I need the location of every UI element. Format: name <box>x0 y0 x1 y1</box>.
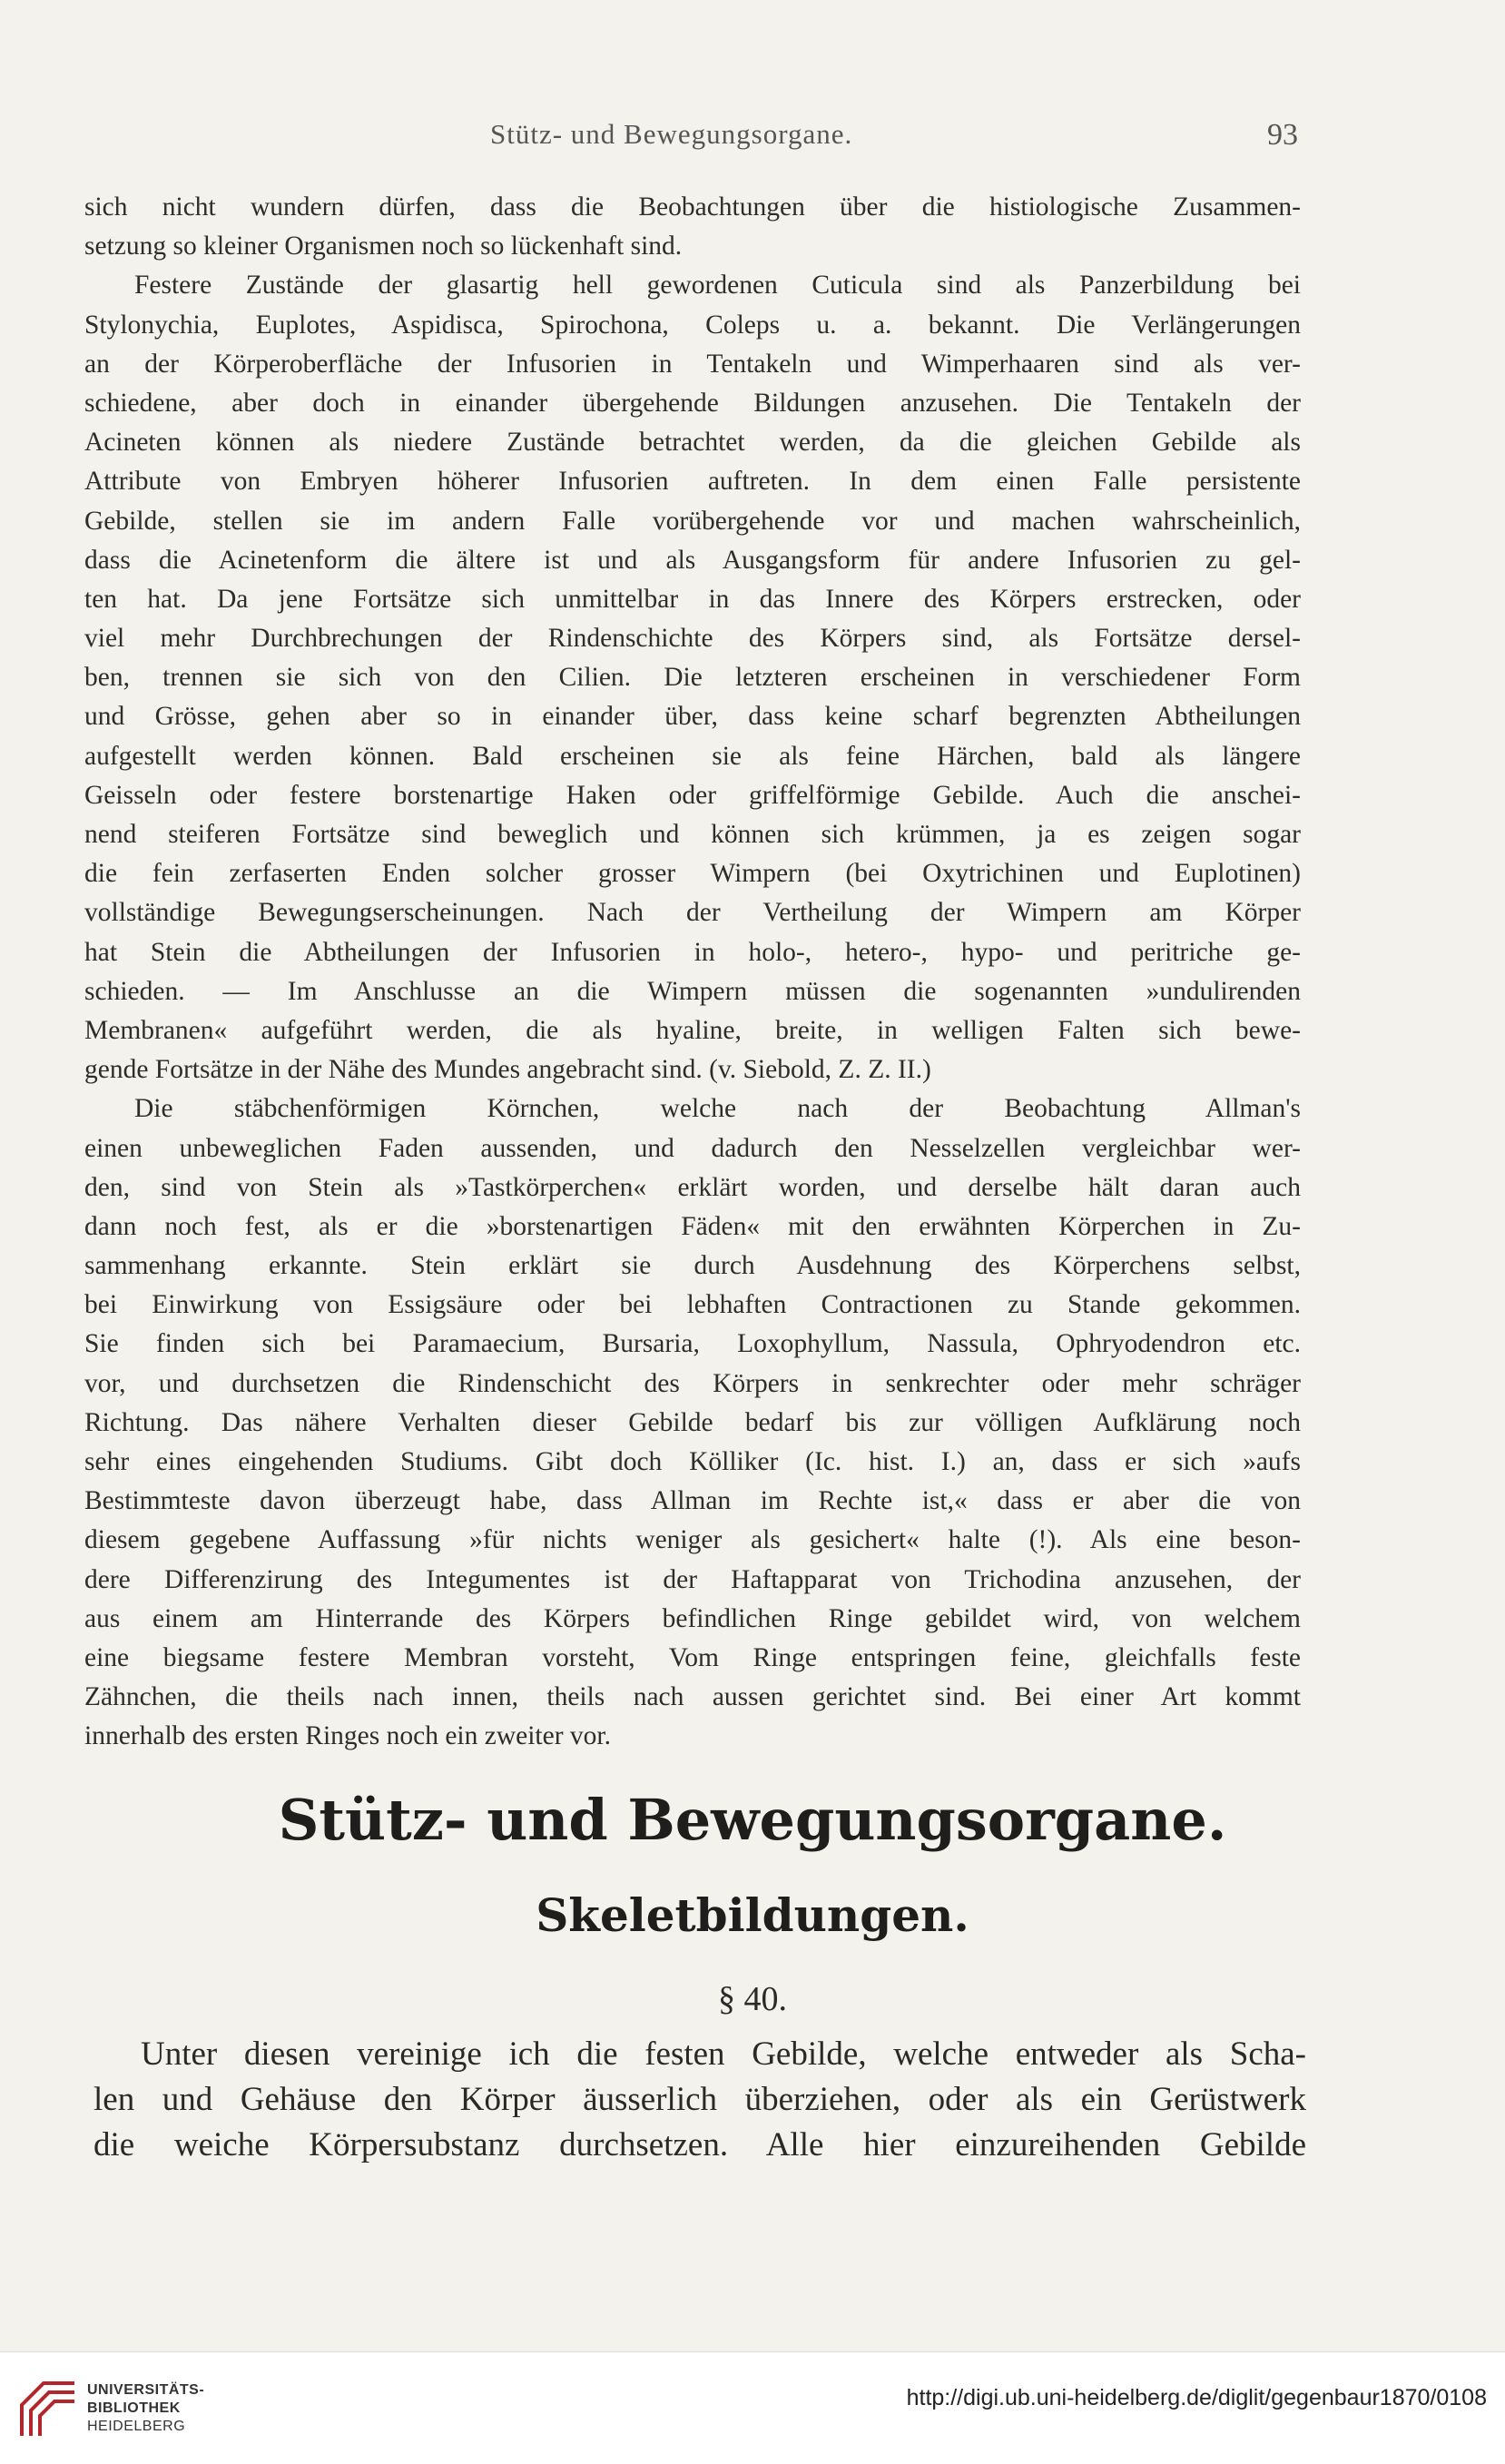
body-line: Zähnchen, die theils nach innen, theils nach aussen gerichtet sind. Bei einer Art kommt <box>84 1682 1301 1712</box>
body-line: dass die Acinetenform die ältere ist und als Ausgangsform für andere Infusorien zu gel- <box>84 545 1301 575</box>
body-line: Festere Zustände der glasartig hell gewordenen Cuticula sind als Panzerbildung bei <box>134 271 1301 301</box>
body-line: schiedene, aber doch in einander übergehende Bildungen anzusehen. Die Tentakeln der <box>84 388 1301 418</box>
body-line: setzung so kleiner Organismen noch so lückenhaft sind. <box>84 232 683 261</box>
body-line: bei Einwirkung von Essigsäure oder bei lebhaften Contractionen zu Stande gekommen. <box>84 1290 1301 1320</box>
body-line: sehr eines eingehenden Studiums. Gibt doch Kölliker (Ic. hist. I.) an, dass er sich »aufs <box>84 1447 1301 1476</box>
library-name-line3: HEIDELBERG <box>87 2419 186 2434</box>
body-line: Die stäbchenförmigen Körnchen, welche nach der Beobachtung Allman's <box>134 1094 1301 1124</box>
body-line: sammenhang erkannte. Stein erklärt sie durch Ausdehnung des Körperchens selbst, <box>84 1251 1301 1281</box>
section-title: Stütz- und Bewegungsorgane. <box>278 1787 1227 1853</box>
body-line: sich nicht wundern dürfen, dass die Beobachtungen über die histiologische Zusammen- <box>84 192 1301 222</box>
library-name-line2: BIBLIOTHEK <box>87 2400 181 2416</box>
body-text <box>84 188 1301 1757</box>
body-line: einen unbeweglichen Faden aussenden, und dadurch den Nesselzellen vergleichbar wer- <box>84 1133 1301 1163</box>
body-line: viel mehr Durchbrechungen der Rindenschichte des Körpers sind, als Fortsätze dersel- <box>84 624 1301 654</box>
body-line: an der Körperoberfläche der Infusorien in Tentakeln und Wimperhaaren sind als ver- <box>84 349 1301 379</box>
section-subtitle: Skeletbildungen. <box>536 1888 969 1942</box>
intro-line: die weiche Körpersubstanz durchsetzen. Alle hier einzureihenden Gebilde <box>93 2126 1306 2163</box>
body-line: den, sind von Stein als »Tastkörperchen« erklärt worden, und derselbe hält daran auch <box>84 1172 1301 1202</box>
body-line: Sie finden sich bei Paramaecium, Bursaria, Loxophyllum, Nassula, Ophryodendron etc. <box>84 1329 1301 1359</box>
body-line: Geisseln oder festere borstenartige Haken oder griffelförmige Gebilde. Auch die anschei- <box>84 780 1301 810</box>
body-line: Richtung. Das nähere Verhalten dieser Gebilde bedarf bis zur völligen Aufklärung noch <box>84 1407 1301 1437</box>
body-line: gende Fortsätze in der Nähe des Mundes angebracht sind. (v. Siebold, Z. Z. II.) <box>84 1055 931 1085</box>
running-title: Stütz- und Bewegungsorgane. <box>490 118 853 150</box>
body-line: schieden. — Im Anschlusse an die Wimpern müssen die sogenannten »undulirenden <box>84 976 1301 1006</box>
body-line: dann noch fest, als er die »borstenartigen Fäden« mit den erwähnten Körperchen in Zu- <box>84 1211 1301 1241</box>
body-line: vor, und durchsetzen die Rindenschicht des Körpers in senkrechter oder mehr schräger <box>84 1368 1301 1398</box>
intro-line: Unter diesen vereinige ich die festen Gebilde, welche entweder als Scha- <box>141 2035 1306 2073</box>
footer-bar <box>0 2351 1505 2464</box>
intro-text <box>93 2032 1306 2168</box>
body-line: innerhalb des ersten Ringes noch ein zweiter vor. <box>84 1721 611 1751</box>
library-logo-icon <box>16 2378 80 2441</box>
body-line: aus einem am Hinterrande des Körpers befindlichen Ringe gebildet wird, von welchem <box>84 1603 1301 1633</box>
running-head <box>490 118 1298 154</box>
body-line: ben, trennen sie sich von den Cilien. Die letzteren erscheinen in verschiedener Form <box>84 663 1301 693</box>
body-line: Stylonychia, Euplotes, Aspidisca, Spirochona, Coleps u. a. bekannt. Die Verlängerungen <box>84 310 1301 340</box>
library-name <box>87 2381 204 2436</box>
body-line: nend steiferen Fortsätze sind beweglich und können sich krümmen, ja es zeigen sogar <box>84 820 1301 849</box>
body-line: hat Stein die Abtheilungen der Infusorien in holo-, hetero-, hypo- und peritriche ge- <box>84 937 1301 967</box>
body-line: ten hat. Da jene Fortsätze sich unmittelbar in das Innere des Körpers erstrecken, oder <box>84 584 1301 614</box>
intro-line: len und Gehäuse den Körper äusserlich überziehen, oder als ein Gerüstwerk <box>93 2081 1306 2118</box>
body-line: aufgestellt werden können. Bald erscheinen sie als feine Härchen, bald als längere <box>84 741 1301 771</box>
body-line: Membranen« aufgeführt werden, die als hyaline, breite, in welligen Falten sich bewe- <box>84 1015 1301 1045</box>
body-line: vollständige Bewegungserscheinungen. Nach der Vertheilung der Wimpern am Körper <box>84 898 1301 928</box>
body-line: und Grösse, gehen aber so in einander über, dass keine scharf begrenzten Abtheilungen <box>84 702 1301 732</box>
body-line: Gebilde, stellen sie im andern Falle vorübergehende vor und machen wahrscheinlich, <box>84 506 1301 536</box>
body-line: diesem gegebene Auffassung »für nichts weniger als gesichert« halte (!). Als eine beson- <box>84 1525 1301 1555</box>
page-number: 93 <box>1267 118 1298 152</box>
body-line: die fein zerfaserten Enden solcher grosser Wimpern (bei Oxytrichinen und Euplotinen) <box>84 859 1301 889</box>
body-line: Attribute von Embryen höherer Infusorien auftreten. In dem einen Falle persistente <box>84 467 1301 497</box>
body-line: dere Differenzirung des Integumentes ist der Haftapparat von Trichodina anzusehen, der <box>84 1564 1301 1594</box>
body-line: Acineten können als niedere Zustände betrachtet werden, da die gleichen Gebilde als <box>84 428 1301 458</box>
paragraph-mark: § 40. <box>718 1980 787 2018</box>
library-name-line1: UNIVERSITÄTS- <box>87 2382 205 2398</box>
body-line: eine biegsame festere Membran vorsteht, Vom Ringe entspringen feine, gleichfalls feste <box>84 1642 1301 1672</box>
source-url-link[interactable]: http://digi.ub.uni-heidelberg.de/diglit/gegenbaur1870/0108 <box>906 2385 1487 2410</box>
body-line: Bestimmteste davon überzeugt habe, dass Allman im Rechte ist,« dass er aber die von <box>84 1486 1301 1516</box>
